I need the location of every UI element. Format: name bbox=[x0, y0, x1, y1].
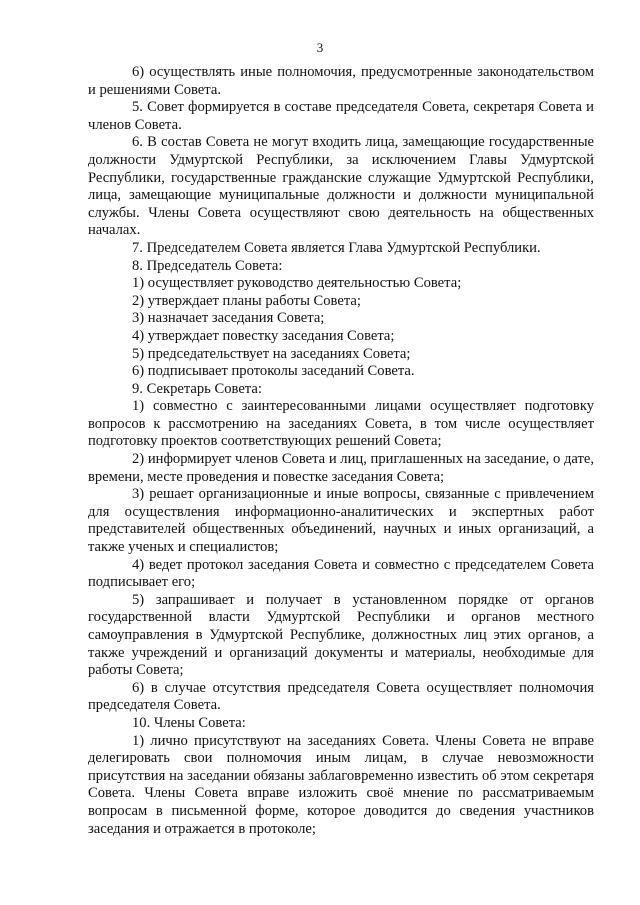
secretary-duty-3: 3) решает организационные и иные вопросы, связанные с привлечением для осуществления информационно-аналитических и экспертных работ представителей общественных объединений, научных и иных организаций, а также ученых и специалистов; bbox=[88, 486, 594, 556]
paragraph-8-chairman-duties-heading: 8. Председатель Совета: bbox=[132, 257, 283, 274]
paragraph-9-secretary-heading: 9. Секретарь Совета: bbox=[132, 380, 262, 397]
chairman-duty-1: 1) осуществляет руководство деятельностью Совета; bbox=[132, 275, 462, 292]
page-number: 3 bbox=[316, 40, 324, 55]
document-body bbox=[88, 64, 594, 838]
secretary-duty-6: 6) в случае отсутствия председателя Совета осуществляет полномочия председателя Совета. bbox=[88, 679, 594, 714]
paragraph-10-members-heading: 10. Члены Совета: bbox=[132, 714, 246, 731]
chairman-duty-2: 2) утверждает планы работы Совета; bbox=[132, 292, 361, 309]
paragraph-7-chairman: 7. Председателем Совета является Глава Удмуртской Республики. bbox=[132, 239, 541, 256]
secretary-duty-4: 4) ведет протокол заседания Совета и совместно с председателем Совета подписывает его; bbox=[88, 556, 594, 591]
chairman-duty-4: 4) утверждает повестку заседания Совета; bbox=[132, 327, 395, 344]
paragraph-6-restrictions: 6. В состав Совета не могут входить лица, замещающие государственные должности Удмуртской Республики, за исключением Главы Удмуртской Республики, государственные гражданские служащие Удмуртской Республики, лица, замещающие муниципальные должности и должности муниципальной службы. Члены Совета осуществляют свою деятельность на общественных началах. bbox=[88, 134, 594, 239]
chairman-duty-3: 3) назначает заседания Совета; bbox=[132, 310, 325, 327]
secretary-duty-5: 5) запрашивает и получает в установленном порядке от органов государственной власти Удмуртской Республики и органов местного самоуправления в Удмуртской Республике, должностных лиц этих органов, а также учреждений и организаций документы и материалы, необходимые для работы Совета; bbox=[88, 591, 594, 679]
members-duty-1: 1) лично присутствуют на заседаниях Совета. Члены Совета не вправе делегировать свои полномочия иным лицам, в случае невозможности присутствия на заседании обязаны заблаговременно известить об этом секретаря Совета. Члены Совета вправе изложить своё мнение по рассматриваемым вопросам в письменной форме, которое доводится до сведения участников заседания и отражается в протоколе; bbox=[88, 732, 594, 837]
chairman-duty-5: 5) председательствует на заседаниях Совета; bbox=[132, 345, 411, 362]
paragraph-5-composition: 5. Совет формируется в составе председателя Совета, секретаря Совета и членов Совета. bbox=[88, 99, 594, 133]
chairman-duty-6: 6) подписывает протоколы заседаний Совета. bbox=[132, 363, 415, 380]
secretary-duty-1: 1) совместно с заинтересованными лицами осуществляет подготовку вопросов к рассмотрению на заседаниях Совета, в том числе осуществляет подготовку проектов соответствующих решений Совета; bbox=[88, 398, 594, 450]
secretary-duty-2: 2) информирует членов Совета и лиц, приглашенных на заседание, о дате, времени, месте проведения и повестке заседания Совета; bbox=[88, 451, 594, 485]
paragraph-item-6-other-powers: 6) осуществлять иные полномочия, предусмотренные законодательством и решениями Совета. bbox=[88, 64, 594, 98]
